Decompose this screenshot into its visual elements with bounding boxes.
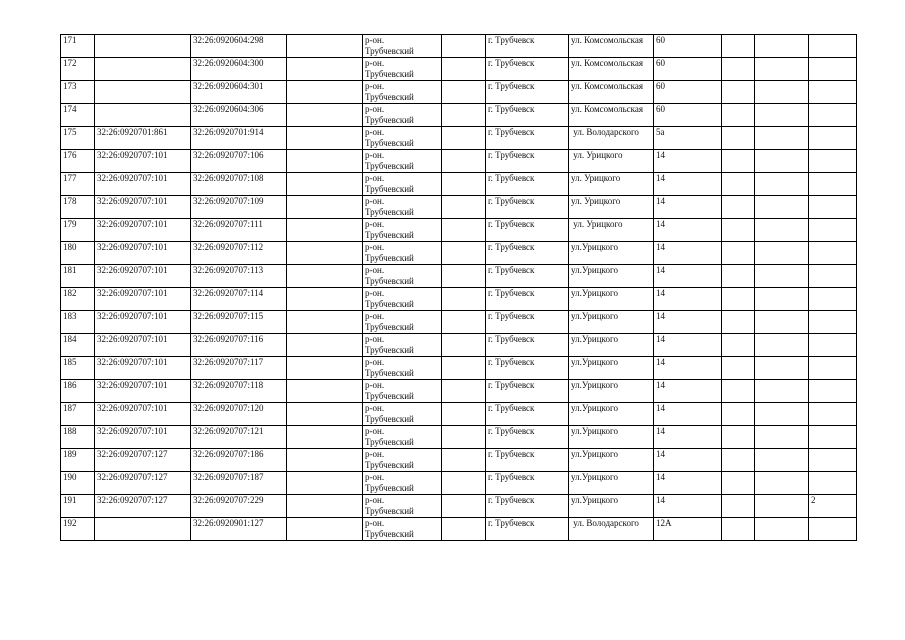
- city-cell: г. Трубчевск: [486, 35, 569, 58]
- empty-cell: [755, 495, 809, 518]
- street-cell: ул.Урицкого: [569, 311, 654, 334]
- house-number-cell: 14: [654, 219, 722, 242]
- empty-cell: [722, 58, 755, 81]
- street-cell: ул. Урицкого: [569, 173, 654, 196]
- table-row: [61, 173, 857, 196]
- empty-cell: [722, 472, 755, 495]
- table-row: [61, 334, 857, 357]
- extra-cell: [809, 449, 857, 472]
- table-row: [61, 150, 857, 173]
- table-row: [61, 426, 857, 449]
- table-row: [61, 495, 857, 518]
- extra-cell: [809, 104, 857, 127]
- city-cell: г. Трубчевск: [486, 380, 569, 403]
- extra-cell: [809, 196, 857, 219]
- street-cell: ул.Урицкого: [569, 357, 654, 380]
- empty-cell: [755, 127, 809, 150]
- street-cell: ул.Урицкого: [569, 472, 654, 495]
- row-number: 172: [61, 58, 95, 81]
- street-cell: ул.Урицкого: [569, 265, 654, 288]
- cadastral-number: 32:26:0920707:187: [191, 472, 287, 495]
- table-row: [61, 403, 857, 426]
- extra-cell: [809, 35, 857, 58]
- row-number: 175: [61, 127, 95, 150]
- empty-cell: [287, 449, 363, 472]
- empty-cell: [755, 104, 809, 127]
- empty-cell: [442, 81, 486, 104]
- house-number-cell: 5а: [654, 127, 722, 150]
- registry-body: [61, 35, 857, 541]
- house-number-cell: 14: [654, 380, 722, 403]
- empty-cell: [442, 288, 486, 311]
- empty-cell: [722, 265, 755, 288]
- row-number: 181: [61, 265, 95, 288]
- cadastral-number-parent: 32:26:0920707:101: [95, 219, 191, 242]
- cadastral-number: 32:26:0920707:115: [191, 311, 287, 334]
- street-cell: ул.Урицкого: [569, 449, 654, 472]
- extra-cell: [809, 334, 857, 357]
- cadastral-number: 32:26:0920707:112: [191, 242, 287, 265]
- cadastral-number: 32:26:0920604:306: [191, 104, 287, 127]
- street-cell: ул.Урицкого: [569, 495, 654, 518]
- cadastral-number-parent: 32:26:0920707:101: [95, 311, 191, 334]
- empty-cell: [722, 380, 755, 403]
- house-number-cell: 14: [654, 288, 722, 311]
- empty-cell: [722, 242, 755, 265]
- row-number: 191: [61, 495, 95, 518]
- district-cell: р-он. Трубчевский: [363, 127, 442, 150]
- empty-cell: [755, 472, 809, 495]
- cadastral-number: 32:26:0920707:109: [191, 196, 287, 219]
- row-number: 186: [61, 380, 95, 403]
- city-cell: г. Трубчевск: [486, 495, 569, 518]
- street-cell: ул. Урицкого: [569, 219, 654, 242]
- district-cell: р-он. Трубчевский: [363, 35, 442, 58]
- cadastral-number-parent: 32:26:0920707:127: [95, 472, 191, 495]
- empty-cell: [755, 58, 809, 81]
- street-cell: ул. Урицкого: [569, 150, 654, 173]
- district-cell: р-он. Трубчевский: [363, 104, 442, 127]
- district-cell: р-он. Трубчевский: [363, 173, 442, 196]
- empty-cell: [287, 357, 363, 380]
- empty-cell: [442, 58, 486, 81]
- street-cell: ул. Урицкого: [569, 196, 654, 219]
- empty-cell: [442, 518, 486, 541]
- house-number-cell: 60: [654, 81, 722, 104]
- cadastral-number: 32:26:0920701:914: [191, 127, 287, 150]
- empty-cell: [287, 219, 363, 242]
- cadastral-number: 32:26:0920707:229: [191, 495, 287, 518]
- extra-cell: [809, 288, 857, 311]
- district-cell: р-он. Трубчевский: [363, 380, 442, 403]
- house-number-cell: 14: [654, 265, 722, 288]
- row-number: 171: [61, 35, 95, 58]
- extra-cell: [809, 426, 857, 449]
- district-cell: р-он. Трубчевский: [363, 219, 442, 242]
- table-row: [61, 81, 857, 104]
- table-row: [61, 104, 857, 127]
- empty-cell: [722, 357, 755, 380]
- row-number: 176: [61, 150, 95, 173]
- house-number-cell: 60: [654, 104, 722, 127]
- empty-cell: [722, 426, 755, 449]
- empty-cell: [755, 380, 809, 403]
- table-row: [61, 288, 857, 311]
- extra-cell: [809, 518, 857, 541]
- empty-cell: [755, 311, 809, 334]
- empty-cell: [755, 288, 809, 311]
- empty-cell: [442, 35, 486, 58]
- district-cell: р-он. Трубчевский: [363, 265, 442, 288]
- table-row: [61, 380, 857, 403]
- empty-cell: [722, 150, 755, 173]
- empty-cell: [287, 495, 363, 518]
- house-number-cell: 14: [654, 472, 722, 495]
- empty-cell: [442, 242, 486, 265]
- district-cell: р-он. Трубчевский: [363, 288, 442, 311]
- empty-cell: [287, 81, 363, 104]
- extra-cell: [809, 150, 857, 173]
- house-number-cell: 14: [654, 150, 722, 173]
- empty-cell: [287, 403, 363, 426]
- empty-cell: [287, 265, 363, 288]
- extra-cell: 2: [809, 495, 857, 518]
- district-cell: р-он. Трубчевский: [363, 449, 442, 472]
- table-row: [61, 58, 857, 81]
- cadastral-number: 32:26:0920604:298: [191, 35, 287, 58]
- cadastral-number: 32:26:0920707:108: [191, 173, 287, 196]
- empty-cell: [722, 311, 755, 334]
- street-cell: ул.Урицкого: [569, 380, 654, 403]
- cadastral-number-parent: 32:26:0920707:101: [95, 150, 191, 173]
- district-cell: р-он. Трубчевский: [363, 311, 442, 334]
- cadastral-number: 32:26:0920604:300: [191, 58, 287, 81]
- empty-cell: [287, 426, 363, 449]
- cadastral-number: 32:26:0920901:127: [191, 518, 287, 541]
- cadastral-number-parent: 32:26:0920707:101: [95, 196, 191, 219]
- extra-cell: [809, 357, 857, 380]
- empty-cell: [442, 426, 486, 449]
- empty-cell: [442, 311, 486, 334]
- district-cell: р-он. Трубчевский: [363, 472, 442, 495]
- empty-cell: [442, 495, 486, 518]
- cadastral-number-parent: [95, 81, 191, 104]
- empty-cell: [722, 219, 755, 242]
- cadastral-number-parent: 32:26:0920707:101: [95, 357, 191, 380]
- empty-cell: [722, 334, 755, 357]
- street-cell: ул.Урицкого: [569, 334, 654, 357]
- row-number: 177: [61, 173, 95, 196]
- house-number-cell: 14: [654, 242, 722, 265]
- empty-cell: [287, 127, 363, 150]
- extra-cell: [809, 173, 857, 196]
- district-cell: р-он. Трубчевский: [363, 58, 442, 81]
- extra-cell: [809, 311, 857, 334]
- house-number-cell: 14: [654, 173, 722, 196]
- table-row: [61, 311, 857, 334]
- empty-cell: [442, 196, 486, 219]
- city-cell: г. Трубчевск: [486, 449, 569, 472]
- empty-cell: [755, 518, 809, 541]
- city-cell: г. Трубчевск: [486, 196, 569, 219]
- house-number-cell: 14: [654, 495, 722, 518]
- district-cell: р-он. Трубчевский: [363, 242, 442, 265]
- cadastral-number-parent: 32:26:0920701:861: [95, 127, 191, 150]
- empty-cell: [442, 357, 486, 380]
- street-cell: ул.Урицкого: [569, 403, 654, 426]
- house-number-cell: 14: [654, 426, 722, 449]
- district-cell: р-он. Трубчевский: [363, 403, 442, 426]
- row-number: 182: [61, 288, 95, 311]
- cadastral-number: 32:26:0920604:301: [191, 81, 287, 104]
- empty-cell: [755, 426, 809, 449]
- empty-cell: [755, 357, 809, 380]
- street-cell: ул.Урицкого: [569, 242, 654, 265]
- extra-cell: [809, 403, 857, 426]
- house-number-cell: 14: [654, 196, 722, 219]
- extra-cell: [809, 81, 857, 104]
- empty-cell: [442, 127, 486, 150]
- extra-cell: [809, 472, 857, 495]
- empty-cell: [287, 288, 363, 311]
- city-cell: г. Трубчевск: [486, 219, 569, 242]
- row-number: 190: [61, 472, 95, 495]
- city-cell: г. Трубчевск: [486, 426, 569, 449]
- row-number: 173: [61, 81, 95, 104]
- empty-cell: [755, 242, 809, 265]
- house-number-cell: 60: [654, 58, 722, 81]
- city-cell: г. Трубчевск: [486, 104, 569, 127]
- extra-cell: [809, 265, 857, 288]
- empty-cell: [442, 472, 486, 495]
- street-cell: ул. Володарского: [569, 127, 654, 150]
- city-cell: г. Трубчевск: [486, 242, 569, 265]
- empty-cell: [722, 196, 755, 219]
- empty-cell: [722, 173, 755, 196]
- cadastral-number: 32:26:0920707:114: [191, 288, 287, 311]
- extra-cell: [809, 380, 857, 403]
- table-row: [61, 518, 857, 541]
- empty-cell: [287, 311, 363, 334]
- cadastral-number: 32:26:0920707:118: [191, 380, 287, 403]
- row-number: 180: [61, 242, 95, 265]
- extra-cell: [809, 127, 857, 150]
- cadastral-number-parent: [95, 35, 191, 58]
- cadastral-number-parent: 32:26:0920707:101: [95, 403, 191, 426]
- district-cell: р-он. Трубчевский: [363, 150, 442, 173]
- property-registry-table: [60, 34, 857, 541]
- table-row: [61, 219, 857, 242]
- house-number-cell: 14: [654, 311, 722, 334]
- house-number-cell: 14: [654, 334, 722, 357]
- empty-cell: [442, 150, 486, 173]
- district-cell: р-он. Трубчевский: [363, 196, 442, 219]
- table-row: [61, 242, 857, 265]
- house-number-cell: 12А: [654, 518, 722, 541]
- empty-cell: [722, 81, 755, 104]
- city-cell: г. Трубчевск: [486, 518, 569, 541]
- empty-cell: [287, 242, 363, 265]
- row-number: 174: [61, 104, 95, 127]
- street-cell: ул.Урицкого: [569, 426, 654, 449]
- cadastral-number: 32:26:0920707:121: [191, 426, 287, 449]
- table-row: [61, 196, 857, 219]
- cadastral-number-parent: 32:26:0920707:127: [95, 495, 191, 518]
- cadastral-number-parent: 32:26:0920707:101: [95, 380, 191, 403]
- cadastral-number-parent: 32:26:0920707:101: [95, 288, 191, 311]
- city-cell: г. Трубчевск: [486, 127, 569, 150]
- table-row: [61, 357, 857, 380]
- row-number: 185: [61, 357, 95, 380]
- empty-cell: [755, 265, 809, 288]
- street-cell: ул. Володарского: [569, 518, 654, 541]
- empty-cell: [442, 173, 486, 196]
- extra-cell: [809, 219, 857, 242]
- house-number-cell: 60: [654, 35, 722, 58]
- empty-cell: [755, 196, 809, 219]
- row-number: 179: [61, 219, 95, 242]
- empty-cell: [287, 334, 363, 357]
- city-cell: г. Трубчевск: [486, 403, 569, 426]
- house-number-cell: 14: [654, 449, 722, 472]
- city-cell: г. Трубчевск: [486, 311, 569, 334]
- empty-cell: [442, 265, 486, 288]
- empty-cell: [722, 35, 755, 58]
- house-number-cell: 14: [654, 403, 722, 426]
- row-number: 189: [61, 449, 95, 472]
- empty-cell: [442, 104, 486, 127]
- empty-cell: [442, 449, 486, 472]
- table-row: [61, 472, 857, 495]
- city-cell: г. Трубчевск: [486, 265, 569, 288]
- empty-cell: [287, 472, 363, 495]
- empty-cell: [287, 173, 363, 196]
- city-cell: г. Трубчевск: [486, 81, 569, 104]
- table-row: [61, 127, 857, 150]
- empty-cell: [287, 150, 363, 173]
- district-cell: р-он. Трубчевский: [363, 426, 442, 449]
- empty-cell: [442, 219, 486, 242]
- cadastral-number-parent: 32:26:0920707:101: [95, 334, 191, 357]
- empty-cell: [755, 403, 809, 426]
- empty-cell: [755, 334, 809, 357]
- cadastral-number: 32:26:0920707:111: [191, 219, 287, 242]
- empty-cell: [722, 403, 755, 426]
- cadastral-number-parent: 32:26:0920707:101: [95, 173, 191, 196]
- table-row: [61, 265, 857, 288]
- extra-cell: [809, 242, 857, 265]
- extra-cell: [809, 58, 857, 81]
- empty-cell: [722, 518, 755, 541]
- cadastral-number-parent: 32:26:0920707:127: [95, 449, 191, 472]
- empty-cell: [287, 380, 363, 403]
- row-number: 183: [61, 311, 95, 334]
- city-cell: г. Трубчевск: [486, 357, 569, 380]
- district-cell: р-он. Трубчевский: [363, 518, 442, 541]
- empty-cell: [722, 127, 755, 150]
- empty-cell: [755, 449, 809, 472]
- street-cell: ул. Комсомольская: [569, 104, 654, 127]
- district-cell: р-он. Трубчевский: [363, 495, 442, 518]
- empty-cell: [755, 219, 809, 242]
- row-number: 192: [61, 518, 95, 541]
- street-cell: ул. Комсомольская: [569, 58, 654, 81]
- row-number: 178: [61, 196, 95, 219]
- table-row: [61, 449, 857, 472]
- city-cell: г. Трубчевск: [486, 58, 569, 81]
- cadastral-number: 32:26:0920707:186: [191, 449, 287, 472]
- row-number: 188: [61, 426, 95, 449]
- empty-cell: [287, 518, 363, 541]
- empty-cell: [722, 288, 755, 311]
- city-cell: г. Трубчевск: [486, 150, 569, 173]
- table-row: [61, 35, 857, 58]
- cadastral-number: 32:26:0920707:117: [191, 357, 287, 380]
- cadastral-number-parent: 32:26:0920707:101: [95, 242, 191, 265]
- house-number-cell: 14: [654, 357, 722, 380]
- empty-cell: [287, 58, 363, 81]
- city-cell: г. Трубчевск: [486, 334, 569, 357]
- empty-cell: [755, 81, 809, 104]
- empty-cell: [722, 449, 755, 472]
- cadastral-number: 32:26:0920707:120: [191, 403, 287, 426]
- cadastral-number: 32:26:0920707:106: [191, 150, 287, 173]
- empty-cell: [442, 380, 486, 403]
- empty-cell: [287, 104, 363, 127]
- city-cell: г. Трубчевск: [486, 173, 569, 196]
- cadastral-number-parent: 32:26:0920707:101: [95, 265, 191, 288]
- cadastral-number-parent: [95, 518, 191, 541]
- street-cell: ул.Урицкого: [569, 288, 654, 311]
- street-cell: ул. Комсомольская: [569, 81, 654, 104]
- district-cell: р-он. Трубчевский: [363, 357, 442, 380]
- row-number: 184: [61, 334, 95, 357]
- empty-cell: [722, 104, 755, 127]
- street-cell: ул. Комсомольская: [569, 35, 654, 58]
- district-cell: р-он. Трубчевский: [363, 334, 442, 357]
- empty-cell: [442, 334, 486, 357]
- empty-cell: [755, 173, 809, 196]
- empty-cell: [287, 196, 363, 219]
- cadastral-number-parent: [95, 58, 191, 81]
- empty-cell: [722, 495, 755, 518]
- cadastral-number: 32:26:0920707:116: [191, 334, 287, 357]
- cadastral-number-parent: 32:26:0920707:101: [95, 426, 191, 449]
- cadastral-number-parent: [95, 104, 191, 127]
- city-cell: г. Трубчевск: [486, 288, 569, 311]
- row-number: 187: [61, 403, 95, 426]
- district-cell: р-он. Трубчевский: [363, 81, 442, 104]
- cadastral-number: 32:26:0920707:113: [191, 265, 287, 288]
- empty-cell: [442, 403, 486, 426]
- empty-cell: [287, 35, 363, 58]
- empty-cell: [755, 35, 809, 58]
- empty-cell: [755, 150, 809, 173]
- city-cell: г. Трубчевск: [486, 472, 569, 495]
